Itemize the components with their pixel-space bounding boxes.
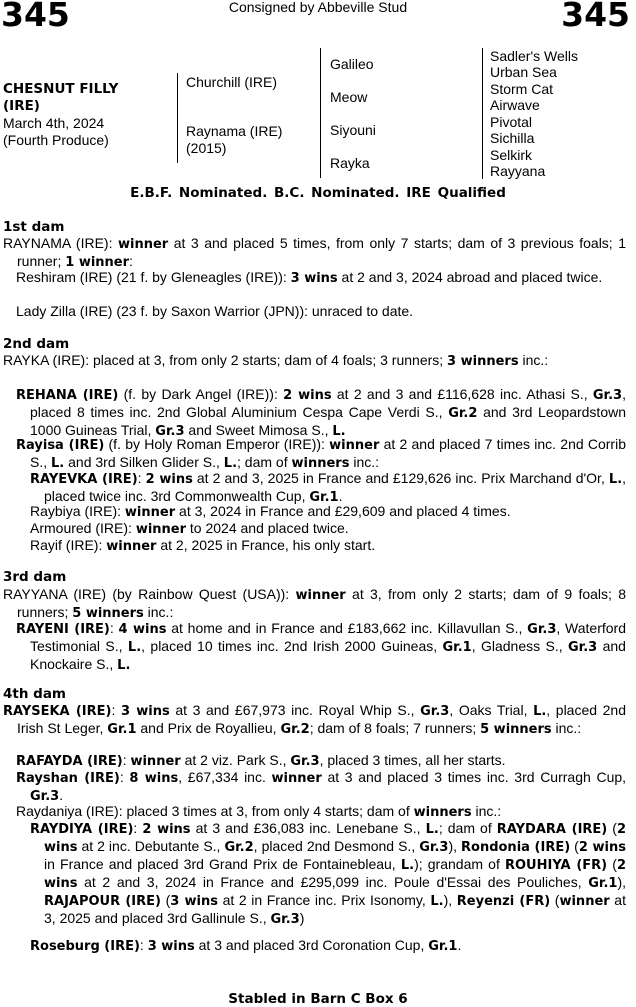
text-run: , placed twice inc. 3rd Commonwealth Cup, (44, 470, 627, 504)
bold-text: 8 wins (129, 771, 179, 786)
bold-text: L. (425, 822, 439, 837)
second-dam-grand-rayevka (30, 470, 626, 506)
text-run: ); grandam of (414, 856, 505, 872)
text-run: : (137, 470, 146, 486)
text-run: . (457, 937, 462, 953)
bold-text: Rayisa (IRE) (16, 438, 105, 453)
bold-text: Gr.2 (280, 722, 310, 737)
text-run: and Sweet Mimosa S., (184, 422, 333, 438)
pedigree-gen2-3: Siyouni (330, 122, 376, 138)
second-dam-paragraph (3, 352, 626, 370)
pedigree-divider-3 (482, 48, 483, 179)
bold-text: 2 wins (145, 472, 193, 487)
bold-text: L. (608, 472, 623, 487)
third-dam-paragraph (3, 586, 626, 622)
text-run: at 2 inc. Debutante S., (77, 838, 225, 854)
bold-text: Gr.1 (309, 490, 339, 505)
text-run: : (139, 937, 148, 953)
bold-text: 3 wins (170, 894, 218, 909)
text-run: at home and in France and £183,662 inc. Killavullan S., (166, 620, 528, 636)
text-run: ( (607, 820, 617, 836)
horse-produce: (Fourth Produce) (3, 132, 109, 148)
text-run: at 2 viz. Park S., (180, 752, 291, 768)
text-run: , £67,334 inc. (178, 769, 272, 785)
text-run: at 2 and placed 7 times inc. 2nd Corrib S., (30, 436, 626, 470)
bold-text: Gr.3 (568, 640, 598, 655)
pedigree-dam-line2: (2015) (186, 140, 227, 156)
text-run: ( (570, 838, 579, 854)
pedigree-gen3-1: Sadler's Wells (490, 48, 578, 64)
text-run: : (111, 702, 121, 718)
text-run: to 2024 and placed twice. (186, 520, 349, 536)
second-dam-grand-raybiya (30, 503, 626, 521)
second-dam-grand-rayif (30, 537, 626, 555)
text-run: : (129, 253, 133, 269)
bold-text: L. (430, 894, 444, 909)
text-run: at 2 and 3 and £116,628 inc. Athasi S., (331, 386, 593, 402)
pedigree-dam-line1: Raynama (IRE) (186, 123, 283, 139)
bold-text: Gr.2 (224, 840, 254, 855)
bold-text: Gr.1 (428, 939, 458, 954)
first-dam-produce-lady-zilla (16, 303, 626, 320)
pedigree-divider-2 (320, 48, 321, 178)
pedigree-gen2-4: Rayka (330, 155, 370, 171)
text-run: ) (299, 910, 305, 926)
text-run: ; dam of (438, 820, 497, 836)
bold-text: RAYDIYA (IRE) (30, 822, 134, 837)
text-run: RAYKA (IRE): placed at 3, from only 2 starts; dam of 4 foals; 3 runners; (3, 352, 448, 368)
bold-text: 2 wins (578, 840, 626, 855)
text-run: ; dam of (237, 454, 292, 470)
text-run: , placed 8 times inc. 2nd Global Aluminium Cespa Cape Verdi S., (30, 386, 626, 420)
bold-text: Gr.1 (107, 722, 137, 737)
text-run: (f. by Dark Angel (IRE)): (118, 386, 284, 402)
horse-name-line1: CHESNUT FILLY (3, 81, 119, 97)
bold-text: Gr.3 (270, 912, 300, 927)
text-run: Rayif (IRE): (30, 537, 107, 553)
bold-text: 4 wins (118, 622, 167, 637)
bold-text: 3 winners (447, 354, 519, 369)
text-run: at 3 and placed 3 times inc. 3rd Curragh Cup, (321, 769, 627, 785)
text-run: RAYYANA (IRE) (by Rainbow Quest (USA)): (3, 586, 296, 602)
text-run: ; dam of 8 foals; 7 runners; (309, 720, 481, 736)
text-run: at 3, 2024 in France and £29,609 and placed 4 times. (175, 503, 511, 519)
bold-text: winner (329, 438, 380, 453)
bold-text: REHANA (IRE) (16, 388, 119, 403)
lot-number-right: 345 (561, 0, 630, 34)
text-run: Raybiya (IRE): (30, 503, 125, 519)
third-dam-heading: 3rd dam (3, 569, 67, 585)
pedigree-gen3-2: Urban Sea (490, 64, 557, 80)
text-run: . (59, 787, 64, 803)
text-run: at 2, 2025 in France, his only start. (156, 537, 376, 553)
text-run: and 3rd Silken Glider S., (64, 454, 224, 470)
text-run: : (109, 620, 119, 636)
bold-text: 2 wins (283, 388, 332, 403)
bold-text: RAJAPOUR (IRE) (44, 894, 161, 909)
bold-text: ROUHIYA (FR) (505, 858, 608, 873)
text-run: , placed 10 times inc. 2nd Irish 2000 Guineas, (141, 638, 443, 654)
bold-text: Gr.3 (30, 789, 60, 804)
bold-text: RAYEVKA (IRE) (30, 472, 138, 487)
bold-text: winners (291, 456, 350, 471)
text-run: at 3 and placed 3rd Coronation Cup, (194, 937, 429, 953)
bold-text: L. (400, 858, 415, 873)
bold-text: 3 wins (147, 939, 195, 954)
text-run: ), (617, 874, 626, 890)
bold-text: Reyenzi (FR) (456, 894, 551, 909)
text-run: ( (160, 892, 171, 908)
bold-text: RAFAYDA (IRE) (16, 754, 123, 769)
pedigree-gen3-8: Rayyana (490, 163, 546, 179)
text-run: inc.: (518, 352, 549, 368)
pedigree-gen2-1: Galileo (330, 56, 374, 72)
bold-text: Rondonia (IRE) (461, 840, 571, 855)
text-run: Lady Zilla (IRE) (23 f. by Saxon Warrior (JPN)): unraced to date. (16, 303, 414, 319)
text-run: Armoured (IRE): (30, 520, 136, 536)
bold-text: Gr.3 (527, 622, 557, 637)
pedigree-gen3-7: Selkirk (490, 147, 533, 163)
pedigree-gen3-5: Pivotal (490, 114, 533, 130)
text-run: in France and placed 3rd Grand Prix de Fontainebleau, (44, 856, 401, 872)
pedigree-gen3-3: Storm Cat (490, 81, 554, 97)
text-run: , Oaks Trial, (449, 702, 534, 718)
bold-text: winner (559, 894, 610, 909)
bold-text: L. (223, 456, 238, 471)
text-run: at 2 and 3, 2024 abroad and placed twice. (337, 269, 603, 285)
fourth-dam-produce-raydaniya (16, 803, 626, 821)
text-run: RAYNAMA (IRE): (3, 235, 118, 251)
text-run: Raydaniya (IRE): placed 3 times at 3, from only 4 starts; dam of (16, 803, 414, 819)
bold-text: winners (413, 805, 472, 820)
text-run: : (122, 752, 131, 768)
bold-text: Gr.1 (442, 640, 472, 655)
bold-text: winner (271, 771, 322, 786)
bold-text: 2 wins (44, 858, 626, 891)
first-dam-heading: 1st dam (3, 219, 65, 235)
text-run: at 3 and £67,973 inc. Royal Whip S., (169, 702, 421, 718)
bold-text: Gr.2 (448, 406, 478, 421)
text-run: . (338, 488, 343, 504)
text-run: at 3 and £36,083 inc. Lenebane S., (190, 820, 426, 836)
bold-text: RAYENI (IRE) (16, 622, 110, 637)
text-run: inc.: (349, 454, 380, 470)
second-dam-heading: 2nd dam (3, 336, 70, 352)
third-dam-produce-rayeni (16, 620, 626, 674)
stabling-info: Stabled in Barn C Box 6 (228, 991, 408, 1007)
text-run: ( (550, 892, 560, 908)
fourth-dam-grand-raydiya (30, 820, 626, 928)
bold-text: L. (332, 424, 346, 439)
text-run: ), (443, 892, 457, 908)
bold-text: Gr.3 (420, 704, 450, 719)
bold-text: 5 winners (480, 722, 552, 737)
text-run: inc.: (143, 604, 174, 620)
bold-text: winner (106, 539, 157, 554)
bold-text: Gr.1 (588, 876, 618, 891)
second-dam-grand-armoured (30, 520, 626, 538)
bold-text: winner (124, 505, 176, 520)
text-run: ( (607, 856, 617, 872)
bold-text: L. (51, 456, 65, 471)
second-dam-produce-rayisa (16, 436, 626, 472)
fourth-dam-produce-roseburg (30, 937, 626, 955)
bold-text: 3 wins (120, 704, 170, 719)
bold-text: 2 wins (142, 822, 191, 837)
bold-text: 5 winners (72, 606, 144, 621)
text-run: and Prix de Royallieu, (136, 720, 281, 736)
text-run: at 2 and 3, 2025 in France and £129,626 inc. Prix Marchand d'Or, (192, 470, 609, 486)
text-run: inc.: (471, 803, 502, 819)
text-run: at 3, 2025 and placed 3rd Gallinule S., (44, 892, 626, 926)
text-run: at 3, from only 2 starts; dam of 9 foals; 8 runners; (17, 586, 627, 620)
pedigree-gen2-2: Meow (330, 89, 368, 105)
horse-dob: March 4th, 2024 (3, 115, 105, 131)
text-run: , Gladness S., (471, 638, 569, 654)
horse-name-line2: (IRE) (3, 98, 40, 114)
bold-text: RAYDARA (IRE) (496, 822, 608, 837)
bold-text: 2 wins (44, 822, 627, 855)
fourth-dam-produce-rayshan (16, 769, 626, 805)
bold-text: Gr.3 (592, 388, 623, 403)
text-run: inc.: (551, 720, 582, 736)
bold-text: 3 wins (290, 271, 338, 286)
first-dam-produce-reshiram (16, 269, 626, 287)
pedigree-gen3-4: Airwave (490, 97, 540, 113)
nominations: E.B.F. Nominated. B.C. Nominated. IRE Qualified (130, 185, 506, 201)
fourth-dam-produce-rafayda (16, 752, 626, 770)
fourth-dam-paragraph (3, 702, 626, 738)
bold-text: 1 winner (65, 255, 130, 270)
second-dam-produce-rehana (16, 386, 626, 440)
pedigree-sire: Churchill (IRE) (186, 74, 278, 90)
bold-text: Roseburg (IRE) (30, 939, 140, 954)
text-run: at 2 in France inc. Prix Isonomy, (217, 892, 431, 908)
bold-text: winner (118, 237, 169, 252)
text-run: : (119, 769, 130, 785)
lot-number-left: 345 (1, 0, 70, 34)
consignor: Consigned by Abbeville Stud (228, 0, 408, 15)
text-run: at 3 and placed 5 times, from only 7 starts; dam of 3 previous foals; 1 runner; (17, 235, 626, 269)
bold-text: Gr.3 (419, 840, 449, 855)
bold-text: L. (127, 640, 142, 655)
bold-text: winner (135, 522, 187, 537)
bold-text: Rayshan (IRE) (16, 771, 120, 786)
text-run: : (133, 820, 143, 836)
text-run: (f. by Holy Roman Emperor (IRE)): (104, 436, 330, 452)
bold-text: winner (130, 754, 181, 769)
first-dam-paragraph (3, 235, 626, 271)
text-run: at 2 and 3, 2024 in France and £295,099 inc. Poule d'Essai des Pouliches, (77, 874, 589, 890)
text-run: , Waterford Testimonial S., (30, 620, 626, 654)
text-run: , placed 3 times, all her starts. (319, 752, 506, 768)
bold-text: winner (295, 588, 346, 603)
bold-text: L. (533, 704, 547, 719)
text-run: , placed 2nd Desmond S., (253, 838, 420, 854)
bold-text: Gr.3 (155, 424, 185, 439)
text-run: and 3rd Leopardstown 1000 Guineas Trial, (30, 404, 627, 438)
text-run: Reshiram (IRE) (21 f. by Gleneagles (IRE)): (16, 269, 291, 285)
pedigree-gen3-6: Sichilla (490, 130, 535, 146)
text-run: ), (448, 838, 461, 854)
text-run: , placed 2nd Irish St Leger, (17, 702, 626, 736)
fourth-dam-heading: 4th dam (3, 686, 66, 702)
bold-text: Gr.3 (290, 754, 320, 769)
bold-text: L. (117, 658, 131, 673)
text-run: and Knockaire S., (30, 638, 626, 672)
pedigree-divider-1 (177, 73, 178, 163)
bold-text: RAYSEKA (IRE) (3, 704, 112, 719)
